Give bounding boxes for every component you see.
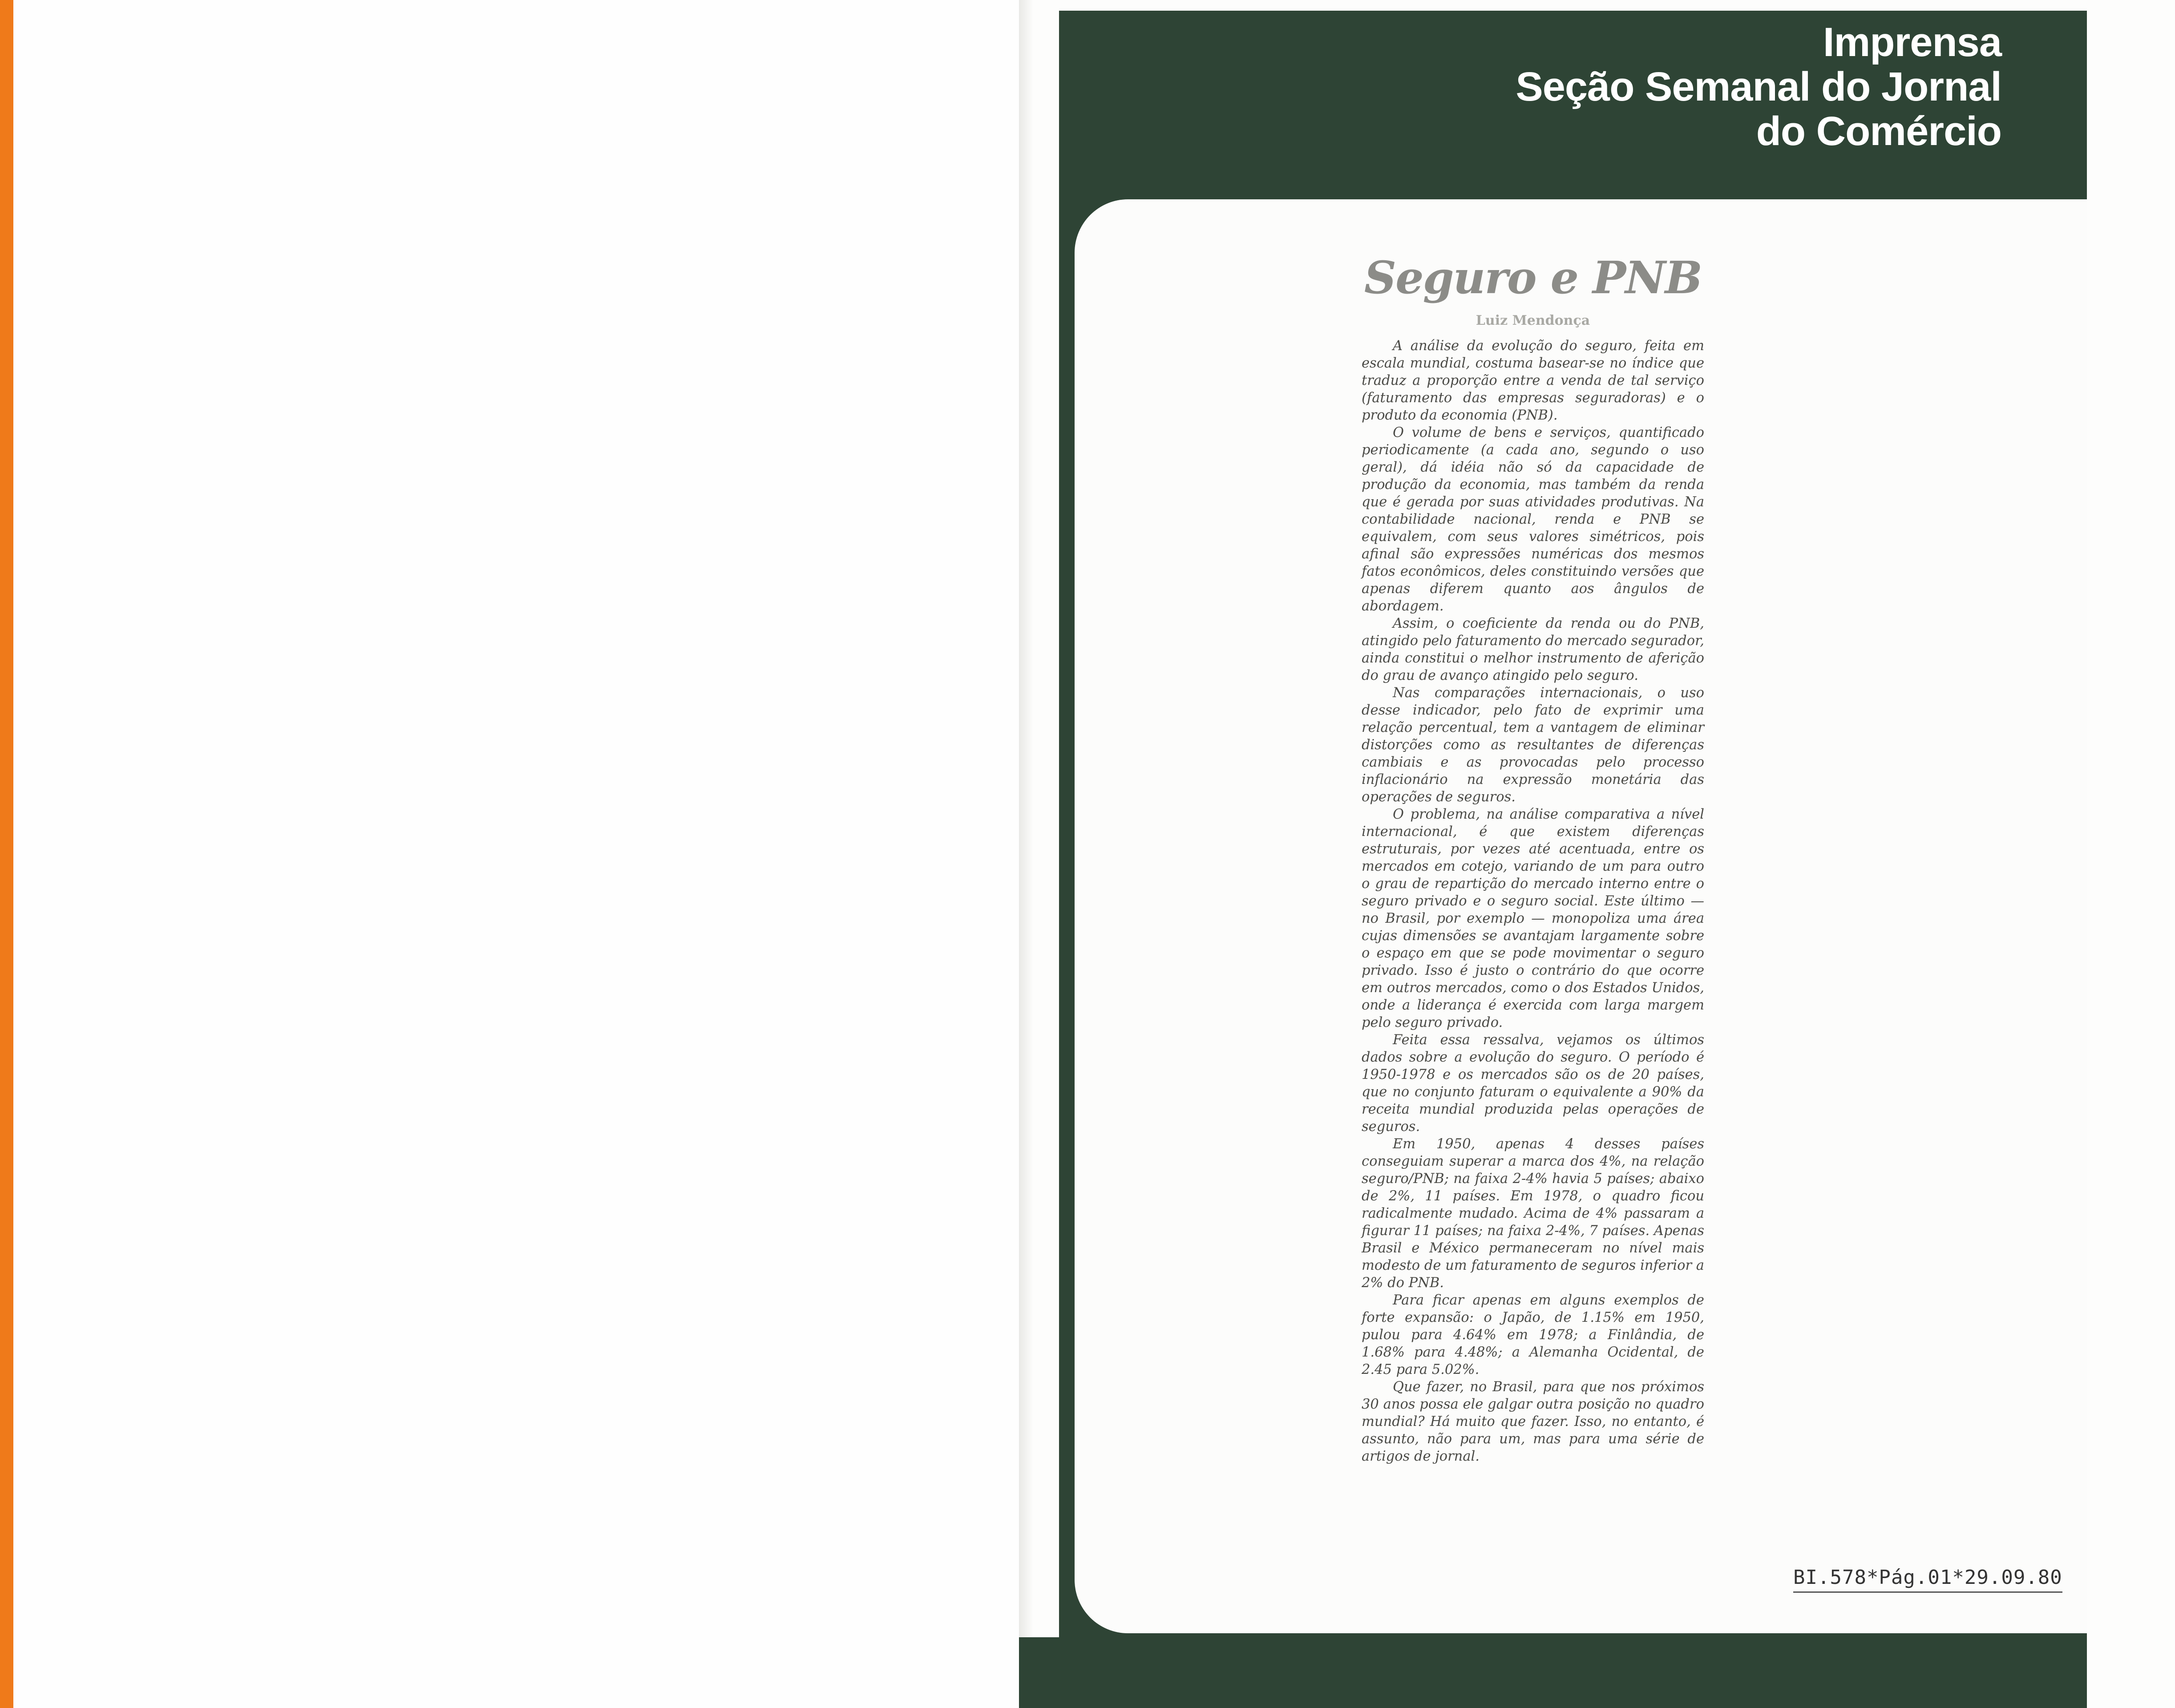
- article-author: Luiz Mendonça: [1476, 313, 1590, 328]
- orange-page-edge: [0, 0, 13, 1708]
- article-paragraph: Feita essa ressalva, vejamos os últimos dados sobre a evolução do seguro. O período é 1950-1978 e os mercados são os de 20 países, que no conjunto faturam o equivalente a 90% da receita mundial produzida pelas operações de seguros.: [1362, 1032, 1704, 1135]
- article-paragraph: A análise da evolução do seguro, feita em escala mundial, costuma basear-se no índice que traduz a proporção entre a venda de tal serviço (faturamento das empresas seguradoras) e o produto da economia (PNB).: [1362, 338, 1704, 423]
- article-title: Seguro e PNB: [1364, 251, 1702, 304]
- section-header: [1379, 20, 2001, 153]
- book-spine-shadow: [1019, 0, 1032, 1708]
- article-paragraph: Assim, o coeficiente da renda ou do PNB, atingido pelo faturamento do mercado segurador, ainda constitui o melhor instrumento de aferição do grau de avanço atingido pelo seguro.: [1362, 616, 1704, 683]
- document-reference-code: BI.578*Pág.01*29.09.80: [1793, 1566, 2062, 1593]
- article-paragraph: Em 1950, apenas 4 desses países conseguiam superar a marca dos 4%, na relação seguro/PNB; na faixa 2-4% havia 5 países; abaixo de 2%, 11 países. Em 1978, o quadro ficou radicalmente mudado. Acima de 4% passaram a figurar 11 países; na faixa 2-4%, 7 países. Apenas Brasil e México permaneceram no nível mais modesto de um faturamento de seguros inferior a 2% do PNB.: [1362, 1136, 1704, 1291]
- article-paragraph: O volume de bens e serviços, quantificado periodicamente (a cada ano, segundo o uso geral), dá idéia não só da capacidade de produção da economia, mas também da renda que é gerada por suas atividades produtivas. Na contabilidade nacional, renda e PNB se equivalem, com seus valores simétricos, pois afinal são expressões numéricas dos mesmos fatos econômicos, deles constituindo versões que apenas diferem quanto aos ângulos de abordagem.: [1362, 425, 1704, 614]
- article-paragraph: Para ficar apenas em alguns exemplos de forte expansão: o Japão, de 1.15% em 1950, pulou para 4.64% em 1978; a Finlândia, de 1.68% para 4.48%; a Alemanha Ocidental, de 2.45 para 5.02%.: [1362, 1292, 1704, 1377]
- article-paragraph: Que fazer, no Brasil, para que nos próximos 30 anos possa ele galgar outra posição no quadro mundial? Há muito que fazer. Isso, no entanto, é assunto, não para um, mas para uma série de artigos de jornal.: [1362, 1379, 1704, 1464]
- article-paragraph: Nas comparações internacionais, o uso desse indicador, pelo fato de exprimir uma relação percentual, tem a vantagem de eliminar distorções como as resultantes de diferenças cambiais e as provocadas pelo processo inflacionário na expressão monetária das operações de seguros.: [1362, 685, 1704, 805]
- article-body: [1362, 337, 1704, 1465]
- left-blank-page: [0, 0, 1023, 1708]
- header-line-1: Imprensa: [1823, 20, 2001, 65]
- article: [1362, 231, 1704, 1465]
- article-paragraph: O problema, na análise comparativa a nível internacional, é que existem diferenças estruturais, por vezes até acentuada, entre os mercados em cotejo, variando de um para outro o grau de repartição do mercado interno entre o seguro privado e o seguro social. Este último — no Brasil, por exemplo — monopoliza uma área cujas dimensões se avantajam largamente sobre o espaço em que se pode movimentar o seguro privado. Isso é justo o contrário do que ocorre em outros mercados, como o dos Estados Unidos, onde a liderança é exercida com larga margem pelo seguro privado.: [1362, 807, 1704, 1030]
- header-line-3: do Comércio: [1756, 109, 2001, 154]
- green-frame-bottom-corner: [1019, 1637, 1081, 1708]
- header-line-2: Seção Semanal do Jornal: [1516, 64, 2001, 109]
